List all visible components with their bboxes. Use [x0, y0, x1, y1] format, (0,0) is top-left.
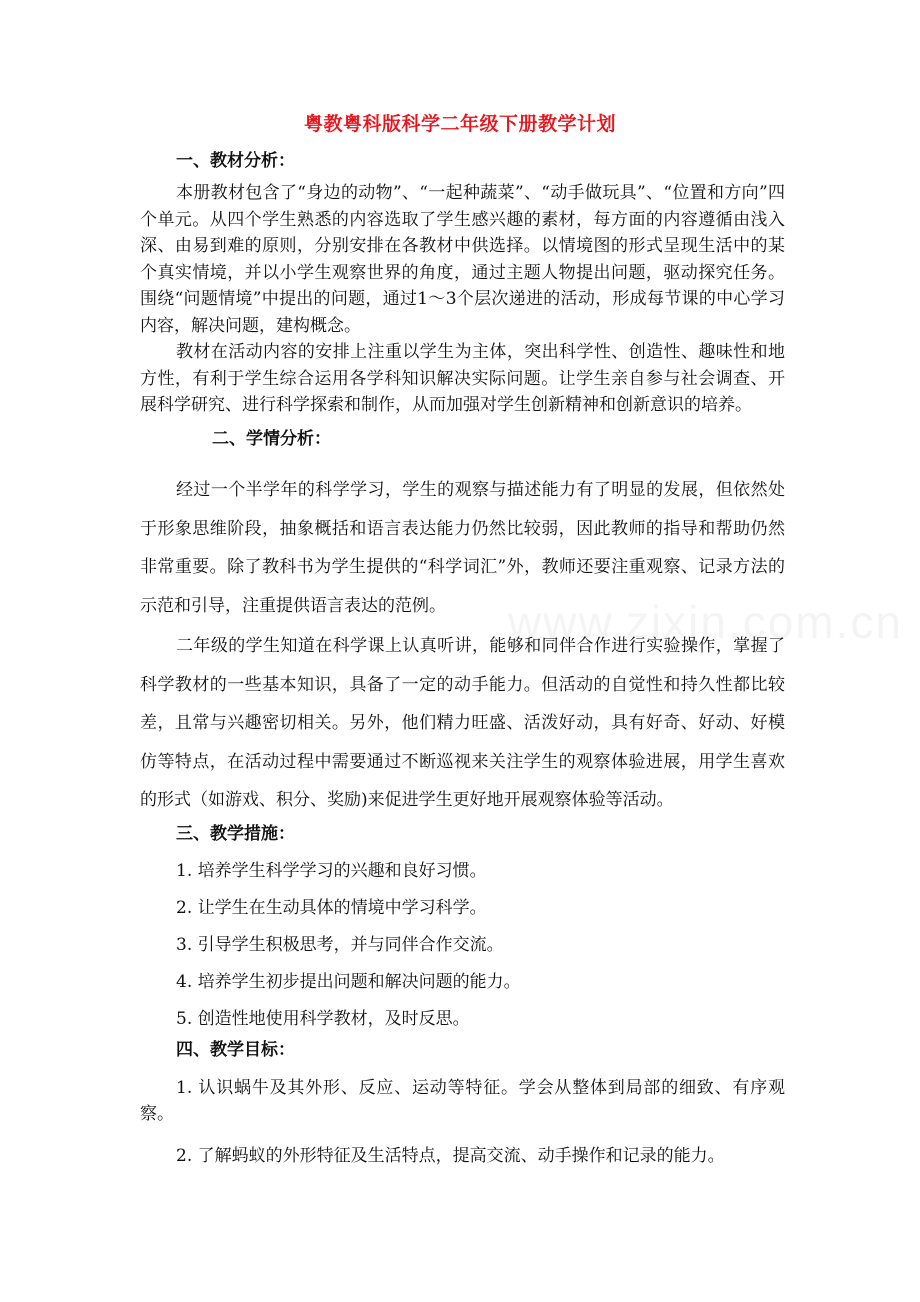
watermark: www.zixin.com.cn — [508, 596, 903, 648]
list-item: 2. 了解蚂蚁的外形特征及生活特点，提高交流、动手操作和记录的能力。 — [176, 1146, 725, 1166]
list-item: 1. 培养学生科学学习的兴趣和良好习惯。 — [176, 861, 487, 881]
list-item: 5. 创造性地使用科学教材，及时反思。 — [176, 1009, 470, 1029]
section-teaching-measures — [140, 822, 785, 1031]
section-heading: 三、教学措施： — [176, 824, 295, 844]
section-textbook-analysis — [140, 146, 785, 419]
section-student-analysis — [140, 422, 785, 820]
paragraph: 经过一个半学年的科学学习，学生的观察与描述能力有了明显的发展，但依然处于形象思维阶段，抽象概括和语言表达能力仍然比较弱，因此教师的指导和帮助仍然非常重要。除了教科书为学生提供的“科学词汇”外，教师还要注重观察、记录方法的示范和引导，注重提供语言表达的范例。 — [140, 480, 785, 616]
paragraph: 本册教材包含了“身边的动物”、“一起种蔬菜”、“动手做玩具”、“位置和方向”四个单元。从四个学生熟悉的内容选取了学生感兴趣的素材，每方面的内容遵循由浅入深、由易到难的原则，分别安排在各教材中供选择。以情境图的形式呈现生活中的某个真实情境，并以小学生观察世界的角度，通过主题人物提出问题，驱动探究任务。围绕“问题情境”中提出的问题，通过1～3个层次递进的活动，形成每节课的中心学习内容，解决问题，建构概念。 — [140, 183, 785, 336]
list-item: 4. 培养学生初步提出问题和解决问题的能力。 — [176, 972, 521, 992]
list-item: 1. 认识蜗牛及其外形、反应、运动等特征。学会从整体到局部的细致、有序观察。 — [140, 1078, 785, 1124]
section-heading: 二、学情分析： — [212, 429, 331, 449]
section-heading: 四、教学目标： — [176, 1040, 295, 1060]
list-item: 2. 让学生在生动具体的情境中学习科学。 — [176, 898, 487, 918]
paragraph: 教材在活动内容的安排上注重以学生为主体，突出科学性、创造性、趣味性和地方性，有利于学生综合运用各学科知识解决实际问题。让学生亲自参与社会调查、开展科学研究、进行科学探索和制作，从而加强对学生创新精神和创新意识的培养。 — [140, 342, 785, 415]
list-item: 3. 引导学生积极思考，并与同伴合作交流。 — [176, 935, 504, 955]
document-title: 粤教粤科版科学二年级下册教学计划 — [303, 113, 616, 135]
section-teaching-goals — [140, 1038, 785, 1169]
section-heading: 一、教材分析： — [176, 151, 295, 171]
paragraph: 二年级的学生知道在科学课上认真听讲，能够和同伴合作进行实验操作，掌握了科学教材的一些基本知识，具备了一定的动手能力。但活动的自觉性和持久性都比较差，且常与兴趣密切相关。另外，他们精力旺盛、活泼好动，具有好奇、好动、好模仿等特点，在活动过程中需要通过不断巡视来关注学生的观察体验进展，用学生喜欢的形式（如游戏、积分、奖励)来促进学生更好地开展观察体验等活动。 — [140, 636, 785, 810]
